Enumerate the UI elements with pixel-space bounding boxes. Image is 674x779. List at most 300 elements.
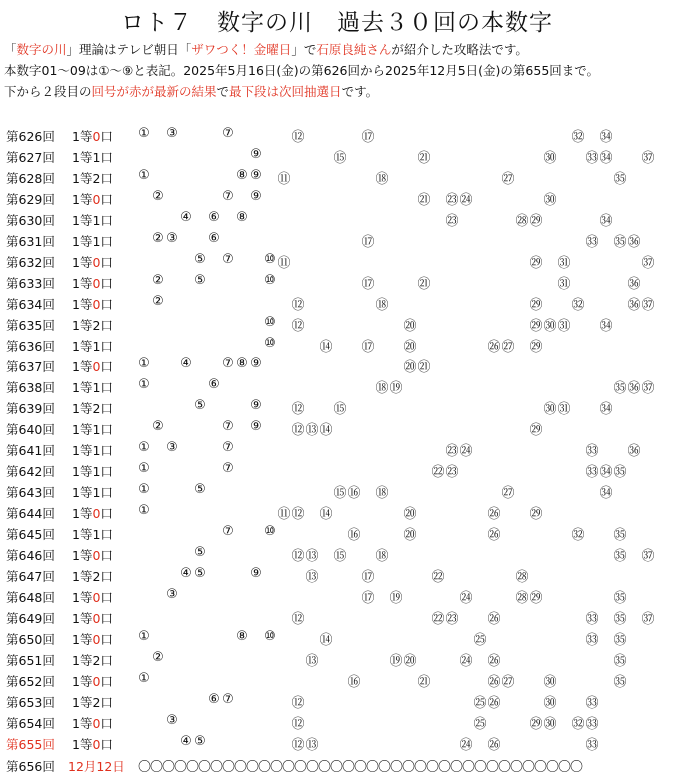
drawn-number: ㉚ [543, 318, 557, 334]
winner-number: 1 [92, 149, 101, 165]
winner-count [72, 127, 113, 145]
drawn-number: ⑬ [305, 549, 319, 564]
drawn-number: ⑰ [361, 130, 375, 145]
winner-number: 2 [92, 170, 101, 186]
drawn-number: ㊱ [627, 381, 641, 397]
winner-prefix: 1等 [72, 212, 93, 228]
draw-label: 第650回 [6, 631, 55, 647]
drawn-number: ⑨ [250, 146, 262, 162]
drawn-number: ⑤ [194, 251, 206, 267]
drawn-number: ㉟ [613, 465, 627, 481]
drawn-number: ㉗ [501, 171, 515, 187]
draw-label: 第654回 [6, 715, 55, 731]
winner-count [72, 232, 113, 250]
winner-suffix: 口 [100, 380, 113, 396]
drawn-number: ⑩ [264, 314, 276, 330]
drawn-number: ① [138, 126, 150, 141]
drawn-number: ㉟ [613, 171, 627, 187]
drawn-number: ⑱ [375, 381, 389, 397]
winner-number: 0 [92, 254, 101, 270]
drawn-number: ㉞ [599, 402, 613, 418]
drawn-number: ㉚ [543, 192, 557, 208]
winner-count [72, 483, 113, 501]
winner-suffix: 口 [100, 527, 113, 543]
winner-prefix: 1等 [72, 715, 93, 731]
winner-prefix: 1等 [72, 401, 93, 417]
winner-prefix: 1等 [72, 254, 93, 270]
winner-count [72, 211, 113, 229]
winner-suffix: 口 [100, 464, 113, 480]
winner-suffix: 口 [100, 170, 113, 186]
winner-count [72, 735, 113, 753]
intro-segment: 石原良純さん [316, 42, 392, 57]
winner-count [72, 399, 113, 417]
drawn-number: ㊲ [641, 549, 655, 564]
draw-label: 第637回 [6, 359, 55, 375]
drawn-number: ㉜ [571, 528, 585, 544]
drawn-number: ㉜ [571, 297, 585, 313]
drawn-number: ⑯ [347, 486, 361, 502]
winner-prefix: 1等 [72, 527, 93, 543]
winner-suffix: 口 [100, 443, 113, 459]
draw-label: 第641回 [6, 443, 55, 459]
winner-number: 0 [92, 589, 101, 605]
winner-count [72, 525, 113, 543]
drawn-number: ㉑ [417, 674, 431, 690]
table-row [0, 188, 674, 209]
drawn-number: ㊱ [627, 234, 641, 250]
drawn-number: ⑱ [375, 486, 389, 502]
drawn-number: ㉝ [585, 611, 599, 627]
winner-suffix: 口 [100, 736, 113, 752]
drawn-number: ② [152, 419, 164, 435]
drawn-number: ㉟ [613, 528, 627, 544]
drawn-number: ⑮ [333, 486, 347, 502]
drawn-number: ① [138, 356, 150, 372]
winner-suffix: 口 [100, 149, 113, 165]
drawn-number: ㉝ [585, 234, 599, 250]
draw-label: 第642回 [6, 464, 55, 480]
drawn-number: ㉖ [487, 674, 501, 690]
drawn-number: ⑧ [236, 167, 248, 183]
intro-segment: で [216, 84, 230, 99]
winner-suffix: 口 [100, 233, 113, 249]
winner-number: 0 [92, 631, 101, 647]
winner-suffix: 口 [100, 694, 113, 710]
drawn-number: ㉓ [445, 611, 459, 627]
winner-number: 1 [92, 527, 101, 543]
table-row [0, 397, 674, 418]
winner-count [72, 420, 113, 438]
drawn-number: ③ [166, 712, 178, 728]
winner-suffix: 口 [100, 715, 113, 731]
winner-number: 1 [92, 485, 101, 501]
drawn-number: ㉟ [613, 590, 627, 606]
winner-count [72, 546, 113, 564]
drawn-number: ④ [180, 733, 192, 749]
table-row [0, 523, 674, 544]
drawn-number: ㉒ [431, 465, 445, 481]
drawn-number: ㉖ [487, 695, 501, 711]
drawn-number: ㉟ [613, 611, 627, 627]
drawn-number: ① [138, 440, 150, 456]
draw-label: 第635回 [6, 317, 55, 333]
winner-suffix: 口 [100, 610, 113, 626]
drawn-number: ⑳ [403, 360, 417, 376]
table-row [0, 167, 674, 188]
table-row [0, 355, 674, 376]
winner-number: 0 [92, 715, 101, 731]
table-row [0, 209, 674, 230]
drawn-number: ⑨ [250, 167, 262, 183]
drawn-number: ㉟ [613, 674, 627, 690]
drawn-number: ⑥ [208, 377, 220, 393]
drawn-number: ㉞ [599, 213, 613, 229]
drawn-number: ㉔ [459, 737, 473, 753]
drawn-number: ㊲ [641, 381, 655, 397]
winner-count [72, 462, 113, 480]
winner-suffix: 口 [100, 401, 113, 417]
drawn-number: ⑦ [222, 126, 234, 141]
winner-number: 0 [92, 610, 101, 626]
winner-prefix: 1等 [72, 652, 93, 668]
drawn-number: ④ [180, 356, 192, 372]
intro-segment: 最下段は次回抽選日 [229, 84, 342, 99]
drawn-number: ⑦ [222, 188, 234, 204]
drawn-number: ㉕ [473, 695, 487, 711]
winner-suffix: 口 [100, 506, 113, 522]
winner-suffix: 口 [100, 485, 113, 501]
table-row [0, 272, 674, 293]
drawn-number: ㉓ [445, 192, 459, 208]
drawn-number: ⑨ [250, 188, 262, 204]
drawn-number: ⑳ [403, 318, 417, 334]
winner-prefix: 1等 [72, 610, 93, 626]
drawn-number: ⑨ [250, 398, 262, 414]
winner-number: 0 [92, 506, 101, 522]
drawn-number: ㉟ [613, 632, 627, 648]
drawn-number: ⑬ [305, 423, 319, 439]
drawn-number: ⑲ [389, 653, 403, 669]
winner-suffix: 口 [100, 296, 113, 312]
draw-label: 第629回 [6, 191, 55, 207]
drawn-number: ㉚ [543, 150, 557, 166]
table-row [0, 293, 674, 314]
drawn-number: ② [152, 272, 164, 288]
intro-segment: 回号が赤が最新の結果 [91, 84, 217, 99]
drawn-number: ㉝ [585, 632, 599, 648]
drawn-number: ⑫ [291, 297, 305, 313]
drawn-number: ⑩ [264, 335, 276, 351]
winner-suffix: 口 [100, 548, 113, 563]
winner-prefix: 1等 [72, 589, 93, 605]
table-row [0, 502, 674, 523]
winner-prefix: 1等 [72, 568, 93, 584]
intro-segment: 」理論はテレビ朝日「 [66, 42, 192, 57]
intro-segment: 本数字01～09は①～⑨と表記。2025年5月16日(金)の第626回から2025年12月5日(金)の第655回まで。 [4, 63, 600, 78]
winner-count [72, 253, 113, 271]
drawn-number: ㉝ [585, 716, 599, 732]
drawn-number: ⑥ [208, 230, 220, 246]
winner-count [72, 316, 113, 334]
winner-prefix: 1等 [72, 275, 93, 291]
drawn-number: ⑧ [236, 628, 248, 644]
drawn-number: ⑫ [291, 402, 305, 418]
winner-number: 1 [92, 233, 101, 249]
drawn-number: ⑳ [403, 653, 417, 669]
drawn-number: ⑦ [222, 356, 234, 372]
drawn-number: ㉓ [445, 465, 459, 481]
drawn-number: ③ [166, 440, 178, 456]
draw-label: 第643回 [6, 485, 55, 501]
drawn-number: ㉞ [599, 318, 613, 334]
drawn-number: ㉔ [459, 192, 473, 208]
drawn-number: ① [138, 670, 150, 686]
drawn-number: ⑰ [361, 276, 375, 292]
drawn-number: ⑯ [347, 674, 361, 690]
winner-number: 1 [92, 422, 101, 438]
drawn-number: ⑱ [375, 171, 389, 187]
drawn-number: ⑯ [347, 528, 361, 544]
drawn-number: ⑩ [264, 272, 276, 288]
draw-label: 第633回 [6, 275, 55, 291]
drawn-number: ㊱ [627, 276, 641, 292]
drawn-number: ㉚ [543, 674, 557, 690]
drawn-number: ⑦ [222, 419, 234, 435]
winner-number: 2 [92, 652, 101, 668]
winner-suffix: 口 [100, 191, 113, 207]
intro-segment: ザワつく！金曜日 [191, 42, 292, 57]
winner-count [72, 672, 113, 690]
drawn-number: ① [138, 167, 150, 183]
drawn-number: ② [152, 230, 164, 246]
winner-number: 0 [92, 296, 101, 312]
winner-prefix: 1等 [72, 736, 93, 752]
winner-prefix: 1等 [72, 317, 93, 333]
drawn-number: ㉔ [459, 444, 473, 460]
winner-prefix: 1等 [72, 338, 93, 354]
drawn-number: ① [138, 377, 150, 393]
winner-count [72, 295, 113, 313]
drawn-number: ㉖ [487, 653, 501, 669]
drawn-number: ⑦ [222, 251, 234, 267]
winner-prefix: 1等 [72, 694, 93, 710]
drawn-number: ⑮ [333, 150, 347, 166]
intro-segment: 「 [4, 42, 17, 57]
table-row [0, 670, 674, 691]
drawn-number: ㉞ [599, 486, 613, 502]
winner-count [72, 357, 113, 375]
draw-label: 第626回 [6, 129, 55, 144]
drawn-number: ⑤ [194, 398, 206, 414]
drawn-number: ⑦ [222, 524, 234, 540]
draw-label: 第639回 [6, 401, 55, 417]
drawn-number: ㉖ [487, 611, 501, 627]
drawn-number: ㉙ [529, 339, 543, 355]
drawn-number: ㉚ [543, 716, 557, 732]
winner-number: 2 [92, 317, 101, 333]
table-row [0, 125, 674, 146]
winner-number: 0 [92, 129, 101, 144]
draw-label: 第653回 [6, 694, 55, 710]
drawn-number: ⑤ [194, 482, 206, 498]
drawn-number: ⑲ [389, 590, 403, 606]
drawn-number: ㉓ [445, 213, 459, 229]
drawn-number: ㉛ [557, 402, 571, 418]
drawn-number: ㉗ [501, 674, 515, 690]
table-row [0, 565, 674, 586]
winner-number: 0 [92, 275, 101, 291]
drawn-number: ⑫ [291, 737, 305, 753]
draw-label: 第634回 [6, 296, 55, 312]
table-row [0, 439, 674, 460]
drawn-number: ⑱ [375, 297, 389, 313]
drawn-number: ⑩ [264, 628, 276, 644]
winner-prefix: 1等 [72, 673, 93, 689]
winner-prefix: 1等 [72, 443, 93, 459]
drawn-number: ㉕ [473, 632, 487, 648]
drawn-number: ⑩ [264, 251, 276, 267]
drawn-number: ㉕ [473, 716, 487, 732]
draw-label: 第636回 [6, 338, 55, 354]
drawn-number: ㉞ [599, 150, 613, 166]
winner-prefix: 1等 [72, 296, 93, 312]
drawn-number: ㉚ [543, 402, 557, 418]
drawn-number: ㊲ [641, 611, 655, 627]
draw-label: 第638回 [6, 380, 55, 396]
drawn-number: ㉞ [599, 130, 613, 145]
table-row [0, 460, 674, 481]
drawn-number: ⑤ [194, 733, 206, 749]
drawn-number: ㉒ [431, 611, 445, 627]
intro-line-2 [4, 62, 599, 80]
drawn-number: ㉝ [585, 737, 599, 753]
table-row [0, 733, 674, 754]
drawn-number: ⑩ [264, 524, 276, 540]
drawn-number: ⑬ [305, 737, 319, 753]
winner-suffix: 口 [100, 129, 113, 144]
table-row [0, 628, 674, 649]
page-title: ロト７ 数字の川 過去３０回の本数字 [121, 10, 553, 36]
winner-count [72, 504, 113, 522]
table-row [0, 314, 674, 335]
draw-label: 第647回 [6, 568, 55, 584]
drawn-number: ㉙ [529, 423, 543, 439]
drawn-number: ㉑ [417, 192, 431, 208]
drawn-number: ② [152, 188, 164, 204]
drawn-number: ⑤ [194, 545, 206, 560]
drawn-number: ⑫ [291, 507, 305, 523]
draw-label: 第628回 [6, 170, 55, 186]
drawn-number: ㉟ [613, 549, 627, 564]
drawn-number: ⑧ [236, 209, 248, 225]
table-row [0, 335, 674, 356]
drawn-number: ㉙ [529, 507, 543, 523]
drawn-number: ㉖ [487, 339, 501, 355]
drawn-number: ⑨ [250, 419, 262, 435]
winner-prefix: 1等 [72, 359, 93, 375]
winner-prefix: 1等 [72, 422, 93, 438]
winner-prefix: 1等 [72, 191, 93, 207]
drawn-number: ㊱ [627, 297, 641, 313]
drawn-number: ③ [166, 230, 178, 246]
winner-number: 2 [92, 401, 101, 417]
drawn-number: ㊲ [641, 297, 655, 313]
drawn-number: ㉖ [487, 528, 501, 544]
drawn-number: ㉟ [613, 653, 627, 669]
drawn-number: ③ [166, 586, 178, 602]
winner-suffix: 口 [100, 673, 113, 689]
winner-count [72, 378, 113, 396]
drawn-number: ㉙ [529, 716, 543, 732]
drawn-number: ⑥ [208, 209, 220, 225]
intro-segment: です。 [341, 84, 379, 99]
winner-prefix: 1等 [72, 548, 93, 563]
winner-suffix: 口 [100, 589, 113, 605]
table-row [0, 712, 674, 733]
drawn-number: ⑳ [403, 507, 417, 523]
table-row [0, 481, 674, 502]
drawn-number: ㉝ [585, 150, 599, 166]
winner-prefix: 1等 [72, 464, 93, 480]
draw-label: 第646回 [6, 548, 55, 563]
drawn-number: ① [138, 461, 150, 477]
drawn-number: ㉗ [501, 339, 515, 355]
intro-line-1 [4, 41, 528, 59]
winner-count [72, 148, 113, 166]
winner-count [72, 441, 113, 459]
drawn-number: ㊲ [641, 150, 655, 166]
drawn-number: ⑫ [291, 611, 305, 627]
draw-label: 第651回 [6, 652, 55, 668]
winner-count [72, 274, 113, 292]
intro-line-3 [4, 83, 378, 101]
winner-prefix: 1等 [72, 631, 93, 647]
winner-suffix: 口 [100, 631, 113, 647]
winner-suffix: 口 [100, 275, 113, 291]
table-row [0, 607, 674, 628]
drawn-number: ③ [166, 126, 178, 141]
drawn-number: ㉛ [557, 318, 571, 334]
drawn-number: ① [138, 482, 150, 498]
drawn-number: ④ [180, 565, 192, 581]
drawn-number: ㊲ [641, 255, 655, 271]
table-row [0, 251, 674, 272]
drawn-number: ㉓ [445, 444, 459, 460]
draw-label: 第655回 [6, 736, 55, 752]
drawn-number: ㉛ [557, 255, 571, 271]
drawn-number: ㉞ [599, 465, 613, 481]
winner-count [72, 630, 113, 648]
draw-label: 第632回 [6, 254, 55, 270]
drawn-number: ㉜ [571, 716, 585, 732]
drawn-number: ㉑ [417, 360, 431, 376]
table-row [0, 586, 674, 607]
draw-label: 第652回 [6, 673, 55, 689]
intro-segment: 数字の川 [16, 42, 67, 57]
drawn-number: ⑦ [222, 440, 234, 456]
next-draw-placeholders: 〇〇〇〇〇〇〇〇〇〇〇〇〇〇〇〇〇〇〇〇〇〇〇〇〇〇〇〇〇〇〇〇〇〇〇〇〇 [138, 760, 583, 775]
table-row [0, 691, 674, 712]
drawn-number: ⑰ [361, 234, 375, 250]
drawn-number: ㉙ [529, 213, 543, 229]
drawn-number: ⑨ [250, 356, 262, 372]
winner-prefix: 1等 [72, 485, 93, 501]
drawn-number: ⑮ [333, 549, 347, 564]
drawn-number: ㉚ [543, 695, 557, 711]
winner-count [72, 714, 113, 732]
drawn-number: ⑰ [361, 590, 375, 606]
